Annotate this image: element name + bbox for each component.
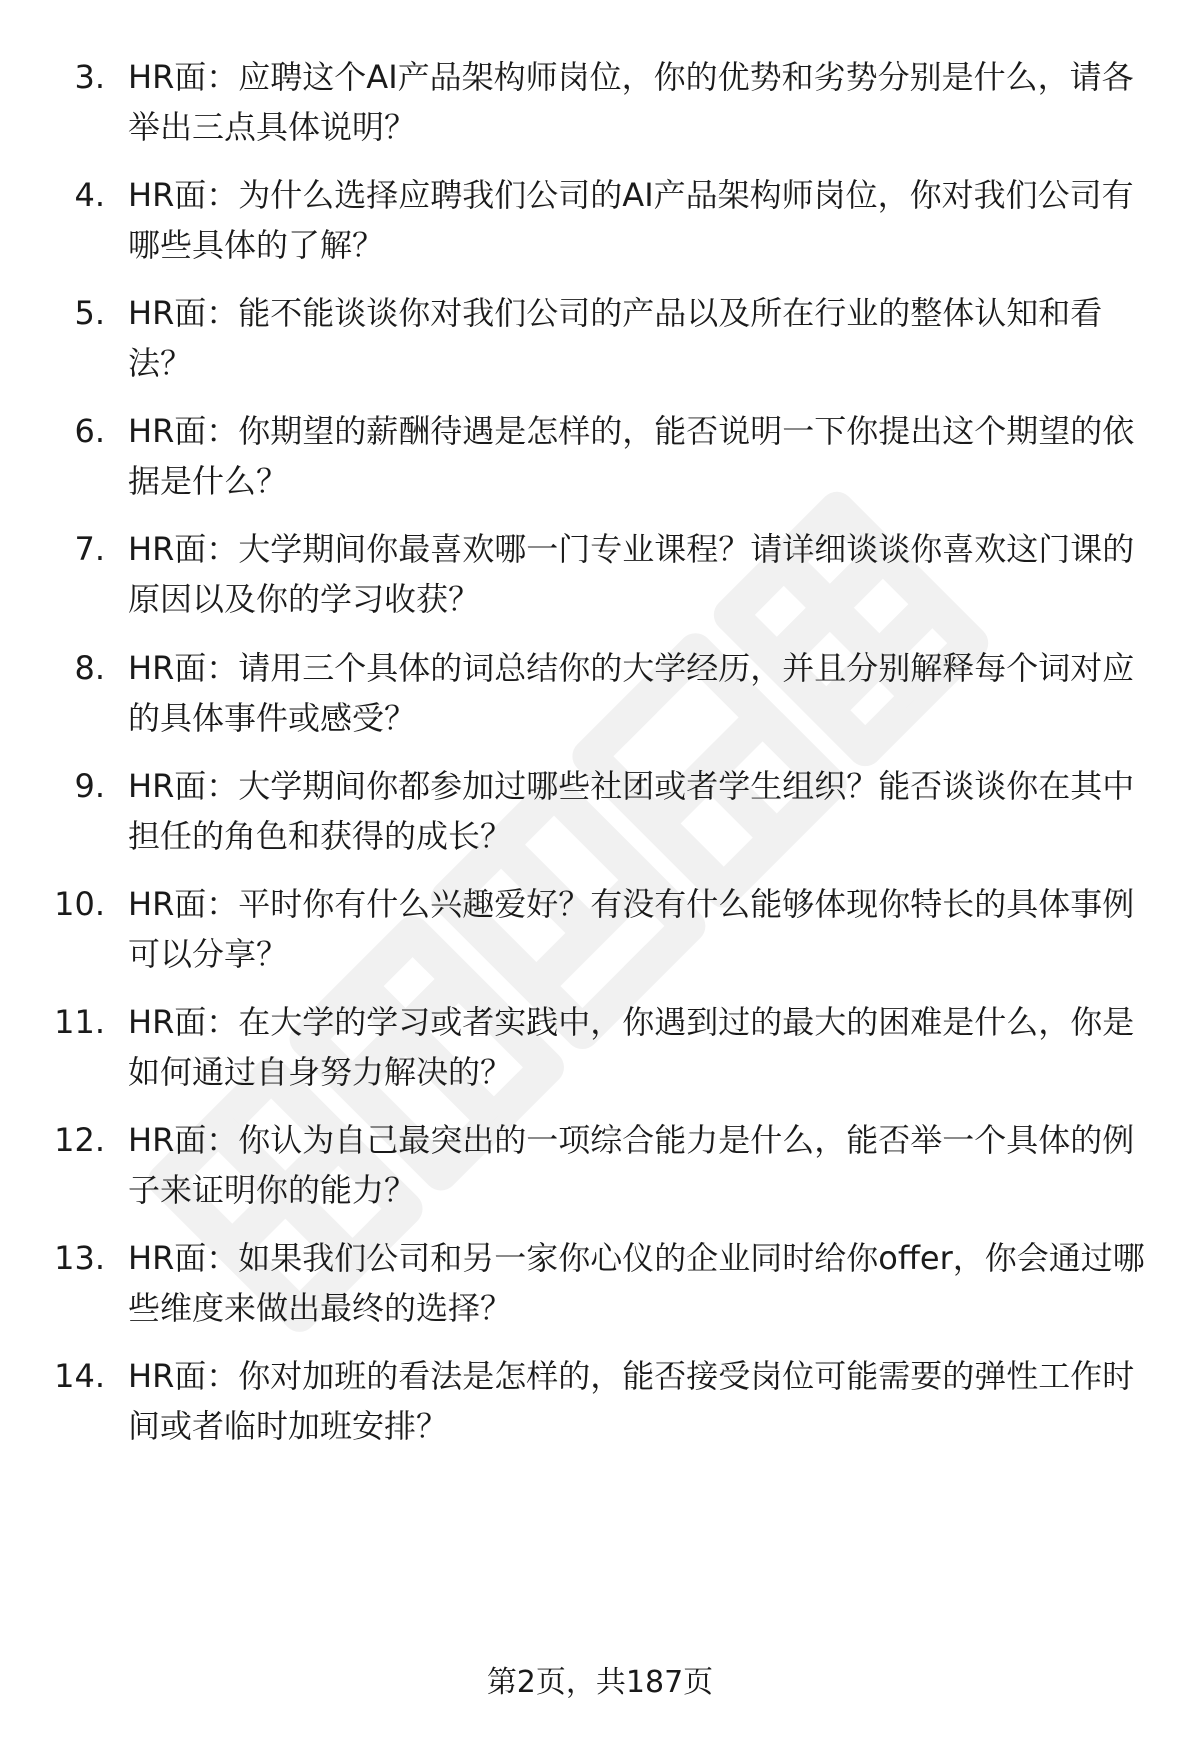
question-number: 6. — [74, 412, 105, 450]
question-item-12 — [0, 1115, 1200, 1215]
question-text: HR面：你期望的薪酬待遇是怎样的，能否说明一下你提出这个期望的依据是什么？ — [128, 412, 1135, 500]
question-text: HR面：大学期间你都参加过哪些社团或者学生组织？能否谈谈你在其中担任的角色和获得的成长？ — [128, 767, 1135, 855]
question-text: HR面：请用三个具体的词总结你的大学经历，并且分别解释每个词对应的具体事件或感受？ — [128, 649, 1135, 737]
question-item-7 — [0, 524, 1200, 624]
question-text: HR面：你认为自己最突出的一项综合能力是什么，能否举一个具体的例子来证明你的能力？ — [128, 1121, 1135, 1209]
question-number: 3. — [74, 58, 105, 96]
page-footer: 第2页，共187页 — [486, 1665, 714, 1700]
question-text: HR面：在大学的学习或者实践中，你遇到过的最大的困难是什么，你是如何通过自身努力解决的？ — [128, 1003, 1135, 1091]
question-item-4 — [0, 170, 1200, 270]
question-item-8 — [0, 643, 1200, 743]
question-text: HR面：能不能谈谈你对我们公司的产品以及所在行业的整体认知和看法？ — [128, 294, 1103, 382]
question-text: HR面：平时你有什么兴趣爱好？有没有什么能够体现你特长的具体事例可以分享？ — [128, 885, 1135, 973]
question-number: 4. — [74, 176, 105, 214]
question-text: HR面：如果我们公司和另一家你心仪的企业同时给你offer，你会通过哪些维度来做出最终的选择？ — [128, 1239, 1145, 1327]
question-item-9 — [0, 761, 1200, 861]
question-number: 9. — [74, 767, 105, 805]
question-number: 7. — [74, 530, 105, 568]
question-number: 11. — [54, 1003, 105, 1041]
question-text: HR面：你对加班的看法是怎样的，能否接受岗位可能需要的弹性工作时间或者临时加班安排？ — [128, 1357, 1135, 1445]
question-number: 13. — [54, 1239, 105, 1277]
question-text: HR面：应聘这个AI产品架构师岗位，你的优势和劣势分别是什么，请各举出三点具体说明？ — [128, 58, 1134, 146]
question-number: 14. — [54, 1357, 105, 1395]
question-item-11 — [0, 997, 1200, 1097]
question-text: HR面：为什么选择应聘我们公司的AI产品架构师岗位，你对我们公司有哪些具体的了解？ — [128, 176, 1134, 264]
question-item-10 — [0, 879, 1200, 979]
question-number: 5. — [74, 294, 105, 332]
question-item-5 — [0, 288, 1200, 388]
question-item-6 — [0, 406, 1200, 506]
question-text: HR面：大学期间你最喜欢哪一门专业课程？请详细谈谈你喜欢这门课的原因以及你的学习收获？ — [128, 530, 1135, 618]
question-item-3 — [0, 52, 1200, 152]
question-item-14 — [0, 1351, 1200, 1451]
question-number: 12. — [54, 1121, 105, 1159]
question-number: 10. — [54, 885, 105, 923]
question-number: 8. — [74, 649, 105, 687]
question-item-13 — [0, 1233, 1200, 1333]
